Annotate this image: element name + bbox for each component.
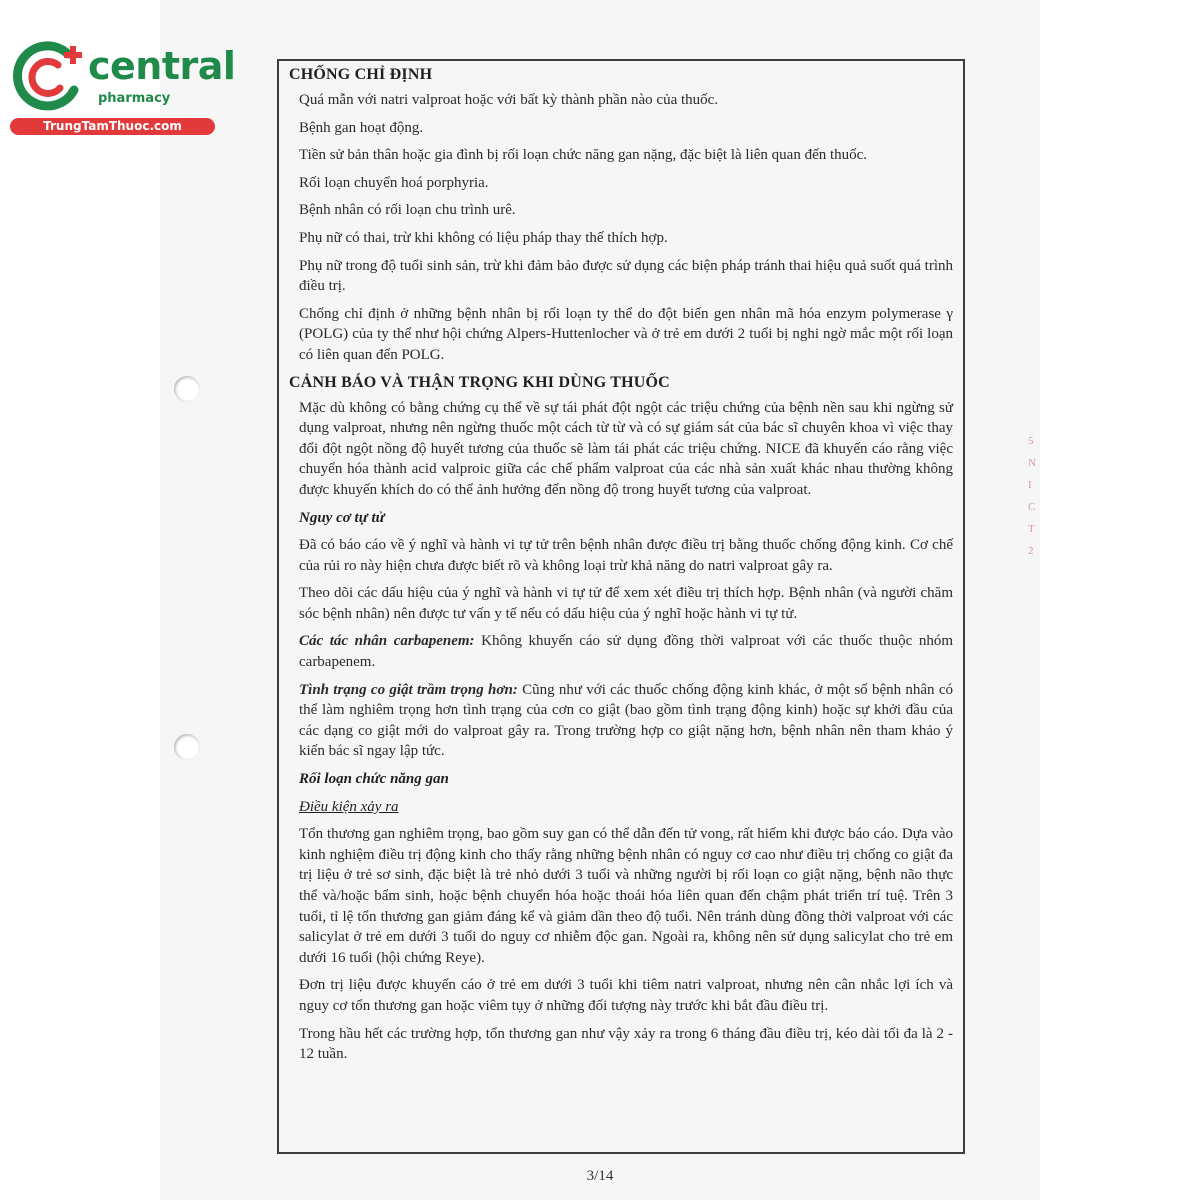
seizure-text: Cũng như với các thuốc chống động kinh khác, ở một số bệnh nhân có thể làm nghiêm trọng hơn tình trạng của cơn co giật (bao gồm tình trạng động kinh) hoặc sự khởi đầu của các dạng co giật mới do valproat gây ra. Trong trường hợp co giật nặng hơn, bệnh nhân nên tham khảo ý kiến bác sĩ ngay lập tức. (299, 681, 953, 760)
liver-paragraph: Tổn thương gan nghiêm trọng, bao gồm suy gan có thể dẫn đến tử vong, rất hiếm khi được báo cáo. Dựa vào kinh nghiệm điều trị động kinh cho thấy rằng những bệnh nhân có nguy cơ cao như điều trị chống co giật đa trị liệu ở trẻ sơ sinh, đặc biệt là trẻ nhỏ dưới 3 tuổi và những người bị rối loạn co giật nặng, bệnh não thực thể và/hoặc bẩm sinh, hoặc bệnh chuyển hóa hoặc thoái hóa liên quan đến chậm phát triển trí tuệ. Trên 3 tuổi, tỉ lệ tổn thương gan giảm đáng kể và giảm dần theo độ tuổi. Nên tránh dùng đồng thời valproat với các salicylat ở trẻ em dưới 3 tuổi do nguy cơ nhiễm độc gan. Ngoài ra, không nên sử dụng salicylat cho trẻ em dưới 16 tuổi (hội chứng Reye). (299, 826, 953, 966)
liver-paragraph: Đơn trị liệu được khuyến cáo ở trẻ em dưới 3 tuổi khi tiêm natri valproat, nhưng nên cân nhắc lợi ích và nguy cơ tổn thương gan hoặc viêm tụy ở những đối tượng này trước khi bắt đầu điều trị. (299, 977, 953, 1014)
liver-dysfunction-heading: Rối loạn chức năng gan (299, 771, 449, 788)
contraindication-item: Phụ nữ trong độ tuổi sinh sản, trừ khi đảm bảo được sử dụng các biện pháp tránh thai hiệu quả suốt quá trình điều trị. (299, 257, 953, 295)
contraindication-item: Bệnh nhân có rối loạn chu trình urê. (299, 202, 516, 219)
central-pharmacy-logo (10, 38, 236, 138)
carbapenem-paragraph (299, 631, 953, 672)
logo-subtitle: pharmacy (98, 91, 171, 106)
contraindication-item: Rối loạn chuyển hoá porphyria. (299, 174, 489, 191)
seizure-paragraph (299, 680, 953, 762)
contraindications-heading: CHỐNG CHỈ ĐỊNH (289, 66, 433, 83)
liver-paragraph: Trong hầu hết các trường hợp, tổn thương gan như vậy xảy ra trong 6 tháng đầu điều trị, kéo dài tối đa là 2 - 12 tuần. (299, 1025, 953, 1063)
warnings-heading: CẢNH BÁO VÀ THẬN TRỌNG KHI DÙNG THUỐC (289, 373, 670, 391)
seizure-lead: Tình trạng co giật trầm trọng hơn: (299, 681, 518, 698)
carbapenem-text: Không khuyến cáo sử dụng đồng thời valproat với các thuốc thuộc nhóm carbapenem. (299, 633, 953, 671)
document-content-box (277, 59, 965, 1154)
logo-name: central (88, 44, 236, 88)
contraindication-item: Bệnh gan hoạt động. (299, 119, 424, 136)
logo-site-banner: TrungTamThuoc.com (10, 118, 215, 135)
suicide-risk-monitoring: Theo dõi các dấu hiệu của ý nghĩ và hành vi tự tử để xem xét điều trị thích hợp. Bệnh nhân (và người chăm sóc bệnh nhân) nên được tư vấn y tế nếu có dấu hiệu của ý nghĩ hoặc hành vi tự tử. (299, 585, 953, 622)
page-number: 3/14 (586, 1168, 614, 1184)
liver-conditions-subheading: Điều kiện xảy ra (299, 798, 399, 815)
warnings-intro: Mặc dù không có bằng chứng cụ thể về sự tái phát đột ngột các triệu chứng của bệnh nền sau khi ngừng sử dụng valproat, nhưng nên ngừng thuốc một cách từ từ và có sự giám sát của bác sĩ chuyên khoa vì việc thay đổi đột ngột nồng độ huyết tương của thuốc sẽ làm tái phát các triệu chứng. NICE đã khuyến cáo rằng việc chuyển hóa thành acid valproic giữa các chế phẩm valproat của các nhà sản xuất khác nhau thường không được khuyến khích do có thể ảnh hưởng đến nồng độ trong huyết tương của valproat. (299, 399, 953, 498)
stamp-fragment: 5 N I C T 2 (1028, 435, 1036, 557)
contraindication-item: Tiền sử bản thân hoặc gia đình bị rối loạn chức năng gan nặng, đặc biệt là liên quan đến thuốc. (299, 147, 868, 164)
suicide-risk-text: Đã có báo cáo về ý nghĩ và hành vi tự tử trên bệnh nhân được điều trị bằng thuốc chống động kinh. Cơ chế của rủi ro này hiện chưa được biết rõ và không loại trừ khả năng do natri valproat gây ra. (299, 537, 953, 574)
punch-hole (174, 376, 200, 402)
suicide-risk-heading: Nguy cơ tự tử (299, 509, 385, 526)
contraindication-item: Quá mẫn với natri valproat hoặc với bất kỳ thành phần nào của thuốc. (299, 92, 719, 108)
carbapenem-lead: Các tác nhân carbapenem: (299, 633, 475, 650)
contraindication-item: Phụ nữ có thai, trừ khi không có liệu pháp thay thế thích hợp. (299, 229, 668, 246)
logo-mark-icon (10, 38, 90, 116)
contraindication-item: Chống chỉ định ở những bệnh nhân bị rối loạn ty thể do đột biến gen nhân mã hóa enzym polymerase γ (POLG) của ty thể như hội chứng Alpers-Huttenlocher và ở trẻ em dưới 2 tuổi bị nghi ngờ mắc một rối loạn có liên quan đến POLG. (299, 305, 953, 363)
punch-hole (174, 734, 200, 760)
